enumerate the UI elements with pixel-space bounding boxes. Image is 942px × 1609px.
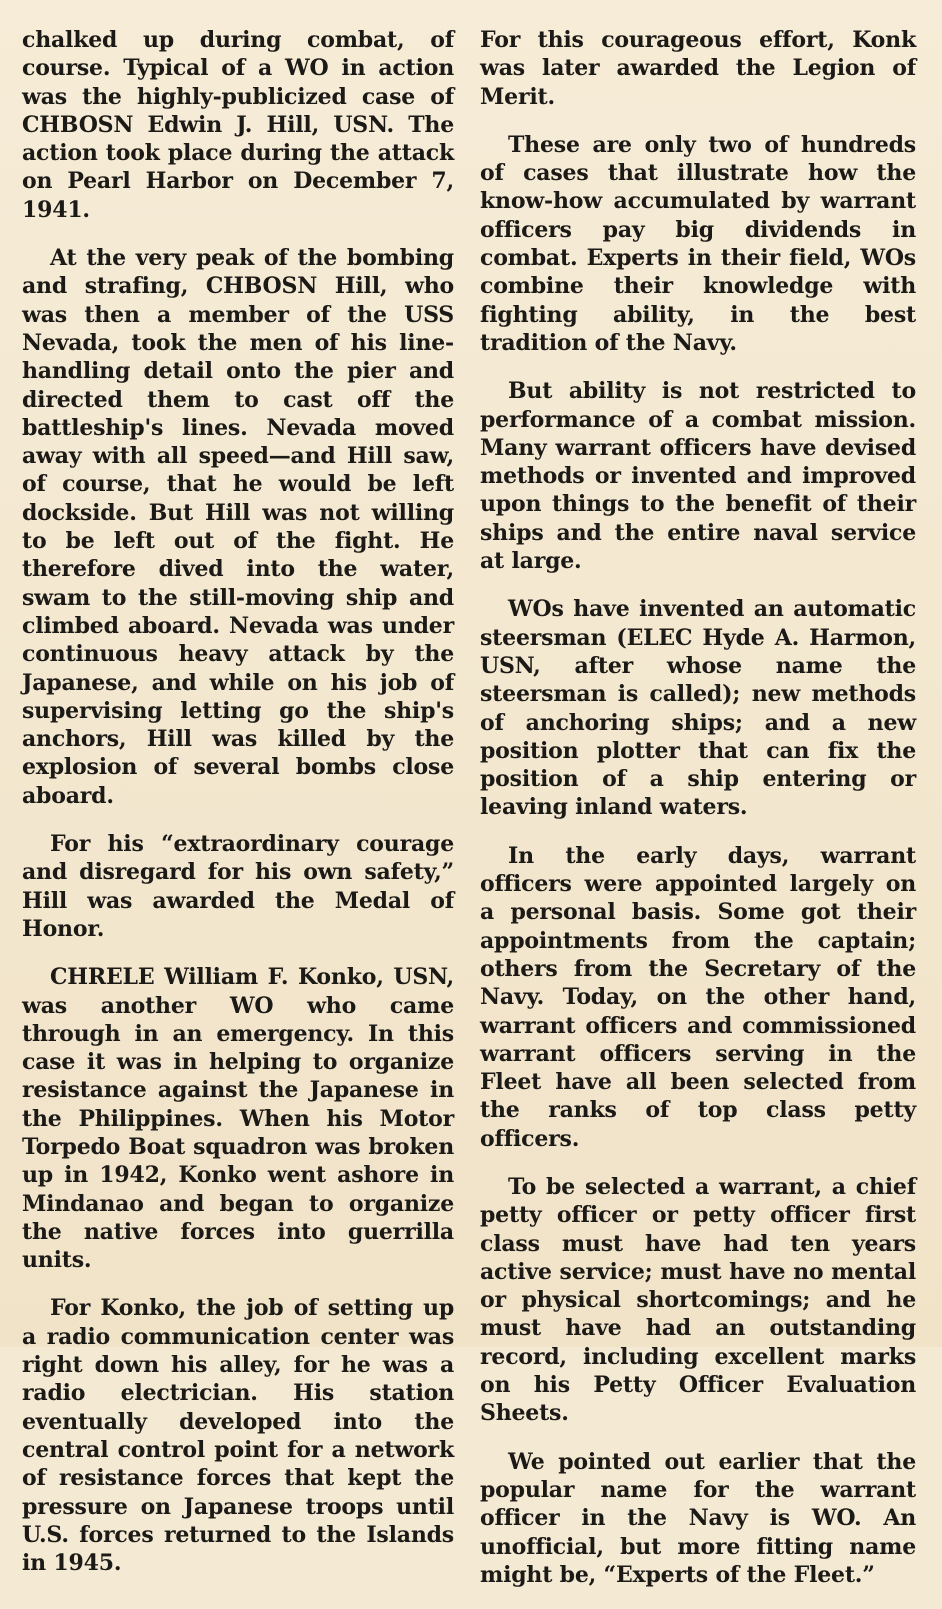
paragraph: For this courageous effort, Konk was later awarded the Legion of Merit. [480, 27, 916, 110]
paragraph: CHRELE William F. Konko, USN, was another WO who came through in an emergency. In this case it was in helping to organize resistance against the Japanese in the Philippines. When his Motor Torpedo Boat squadron was broken up in 1942, Konko went ashore in Mindanao and began to organize the native forces into guerrilla units. [22, 964, 454, 1274]
text-column-right [480, 26, 916, 1609]
paragraph: These are only two of hundreds of cases that illustrate how the know-how accumulated by warrant officers pay big dividends in combat. Experts in their field, WOs combine their knowledge with fighting ability, in the best tradition of the Navy. [480, 131, 916, 356]
paragraph: WOs have invented an automatic steersman (ELEC Hyde A. Harmon, USN, after whose name the steersman is called); new methods of anchoring ships; and a new position plotter that can fix the position of a ship entering or leaving inland waters. [480, 596, 916, 821]
text-column-left [22, 26, 454, 1597]
paragraph: For his “extraordinary courage and disregard for his own safety,” Hill was awarded the Medal of Honor. [22, 831, 454, 942]
paragraph: For Konko, the job of setting up a radio communication center was right down his alley, for he was a radio electrician. His station eventually developed into the central control point for a network of resistance forces that kept the pressure on Japanese troops until U.S. forces returned to the Islands in 1945. [22, 1295, 454, 1577]
paragraph: In the early days, warrant officers were appointed largely on a personal basis. Some got their appointments from the captain; others from the Secretary of the Navy. Today, on the other hand, warrant officers and commissioned warrant officers serving in the Fleet have all been selected from the ranks of top class petty officers. [480, 842, 916, 1152]
paragraph: chalked up during combat, of course. Typical of a WO in action was the highly-publicized case of CHBOSN Edwin J. Hill, USN. The action took place during the attack on Pearl Harbor on December 7, 1941. [22, 27, 454, 223]
paragraph: But ability is not restricted to performance of a combat mission. Many warrant officers have devised methods or invented and improved upon things to the benefit of their ships and the entire naval service at large. [480, 378, 916, 575]
paragraph: At the very peak of the bombing and strafing, CHBOSN Hill, who was then a member of the USS Nevada, took the men of his line-handling detail onto the pier and directed them to cast off the battleship's lines. Nevada moved away with all speed—and Hill saw, of course, that he would be left dockside. But Hill was not willing to be left out of the fight. He therefore dived into the water, swam to the still-moving ship and climbed aboard. Nevada was under continuous heavy attack by the Japanese, and while on his job of supervising letting go the ship's anchors, Hill was killed by the explosion of several bombs close aboard. [22, 245, 454, 809]
paragraph: To be selected a warrant, a chief petty officer or petty officer first class must have had ten years active service; must have no mental or physical shortcomings; and he must have had an outstanding record, including excellent marks on his Petty Officer Evaluation Sheets. [480, 1173, 916, 1427]
paragraph: We pointed out earlier that the popular name for the warrant officer in the Navy is WO. An unofficial, but more fitting name might be, “Experts of the Fleet.” [480, 1448, 916, 1588]
